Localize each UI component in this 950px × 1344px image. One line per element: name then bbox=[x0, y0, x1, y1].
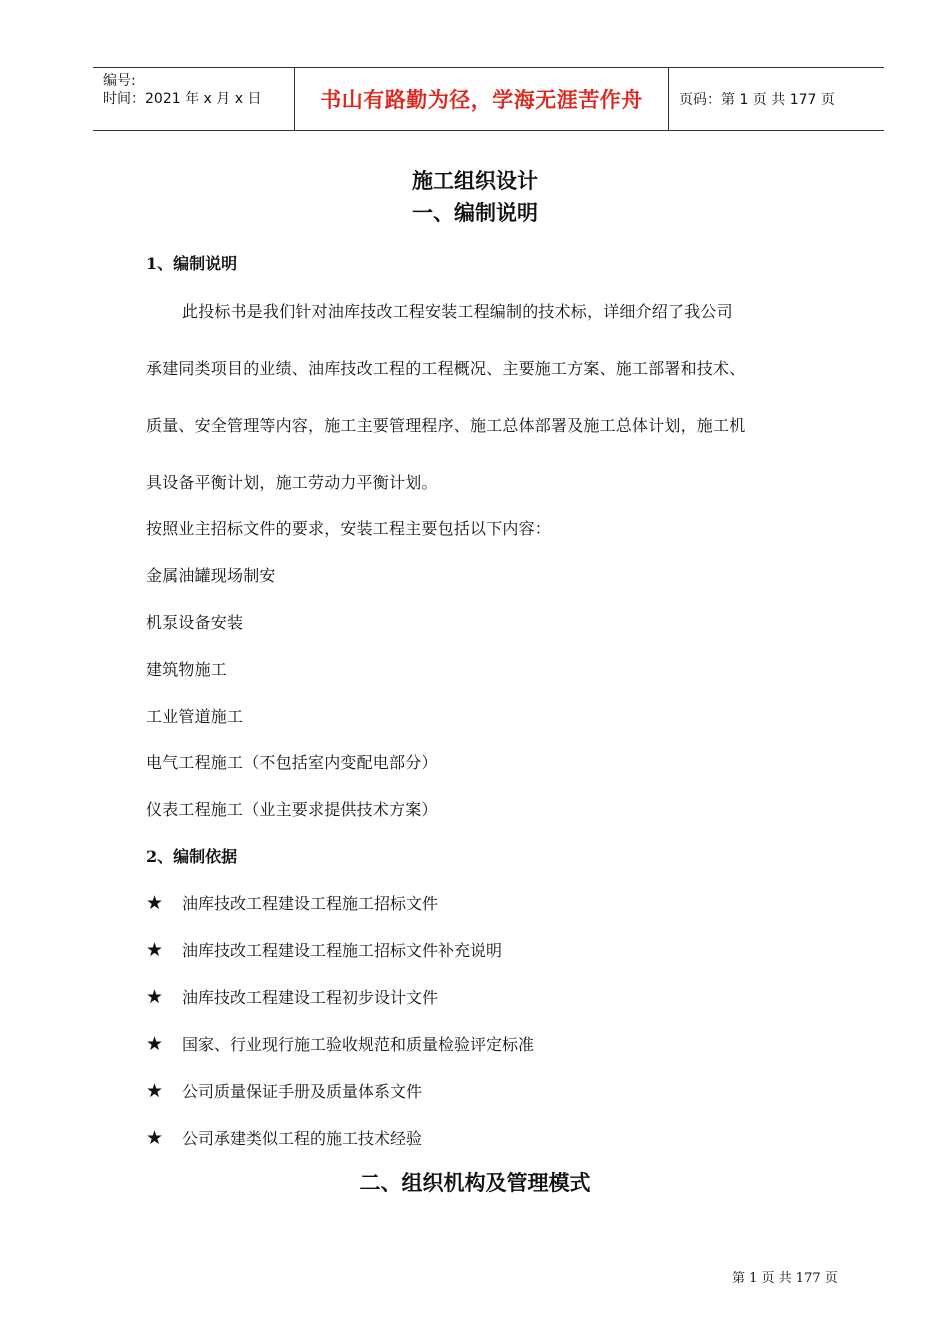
star-bullet-icon: ★ bbox=[146, 1080, 164, 1102]
subheading-1: 1、编制说明 bbox=[146, 254, 238, 273]
basis-list-item bbox=[146, 1079, 422, 1102]
header-page-number: 页码：第 1 页 共 177 页 bbox=[679, 92, 835, 108]
star-bullet-icon: ★ bbox=[146, 1033, 164, 1055]
number-label: 编号: bbox=[103, 73, 136, 89]
basis-list-item bbox=[146, 891, 438, 914]
star-bullet-icon: ★ bbox=[146, 1127, 164, 1149]
star-bullet-icon: ★ bbox=[146, 986, 164, 1008]
motto-text: 书山有路勤为径，学海无涯苦作舟 bbox=[320, 88, 643, 112]
scope-item: 建筑物施工 bbox=[146, 660, 228, 679]
basis-item-text: 公司承建类似工程的施工技术经验 bbox=[182, 1129, 423, 1148]
scope-item: 电气工程施工（不包括室内变配电部分） bbox=[146, 753, 438, 772]
footer-page-number: 第 1 页 共 177 页 bbox=[732, 1271, 838, 1286]
page-header bbox=[93, 67, 884, 131]
paragraph-line: 质量、安全管理等内容，施工主要管理程序、施工总体部署及施工总体计划，施工机 bbox=[146, 416, 746, 435]
basis-list-item bbox=[146, 1126, 422, 1149]
time-label: 时间：2021 年 x 月 x 日 bbox=[103, 91, 262, 107]
basis-item-text: 国家、行业现行施工验收规范和质量检验评定标准 bbox=[182, 1035, 535, 1054]
scope-intro: 按照业主招标文件的要求，安装工程主要包括以下内容： bbox=[146, 519, 552, 538]
section-heading-1: 一、编制说明 bbox=[412, 200, 538, 225]
subheading-2: 2、编制依据 bbox=[146, 847, 238, 866]
basis-list-item bbox=[146, 1032, 534, 1055]
scope-item: 仪表工程施工（业主要求提供技术方案） bbox=[146, 800, 438, 819]
star-bullet-icon: ★ bbox=[146, 939, 164, 961]
basis-item-text: 油库技改工程建设工程施工招标文件 bbox=[182, 894, 439, 913]
paragraph-line: 此投标书是我们针对油库技改工程安装工程编制的技术标，详细介绍了我公司 bbox=[182, 302, 733, 321]
star-bullet-icon: ★ bbox=[146, 892, 164, 914]
scope-item: 工业管道施工 bbox=[146, 707, 244, 726]
paragraph-line: 承建同类项目的业绩、油库技改工程的工程概况、主要施工方案、施工部署和技术、 bbox=[146, 359, 746, 378]
scope-item: 金属油罐现场制安 bbox=[146, 566, 276, 585]
section-heading-2: 二、组织机构及管理模式 bbox=[359, 1170, 591, 1195]
header-page-cell bbox=[669, 68, 884, 130]
basis-item-text: 油库技改工程建设工程初步设计文件 bbox=[182, 988, 439, 1007]
header-meta-cell bbox=[93, 68, 295, 130]
scope-item: 机泵设备安装 bbox=[146, 613, 244, 632]
basis-item-text: 公司质量保证手册及质量体系文件 bbox=[182, 1082, 423, 1101]
basis-item-text: 油库技改工程建设工程施工招标文件补充说明 bbox=[182, 941, 503, 960]
header-motto-cell bbox=[295, 68, 669, 130]
document-title: 施工组织设计 bbox=[412, 168, 538, 193]
basis-list-item bbox=[146, 938, 502, 961]
paragraph-line: 具设备平衡计划，施工劳动力平衡计划。 bbox=[146, 473, 438, 492]
basis-list-item bbox=[146, 985, 438, 1008]
